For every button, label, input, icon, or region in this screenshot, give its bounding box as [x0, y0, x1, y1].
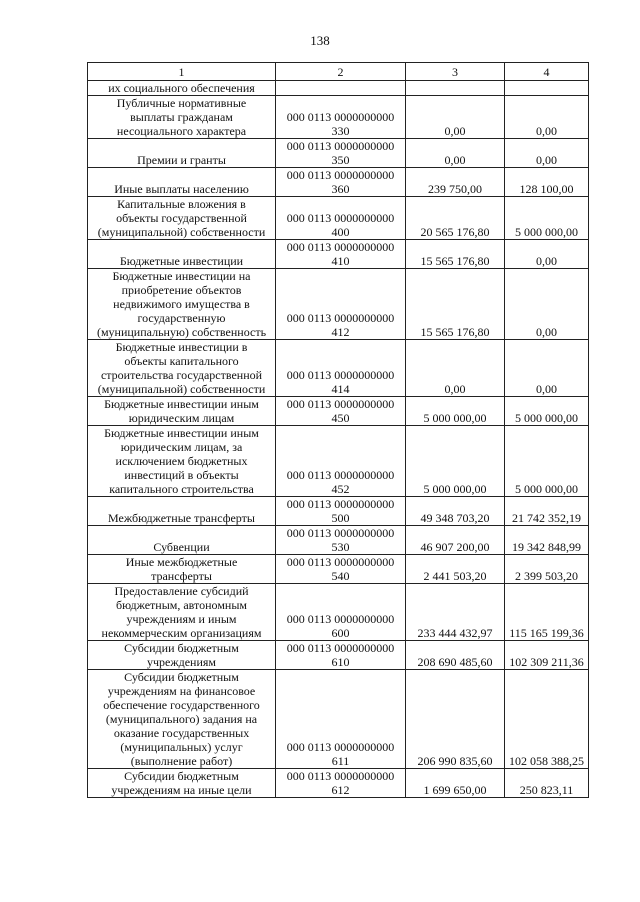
row-code-cell: 000 0113 0000000000 610 [276, 641, 406, 670]
row-name-cell: Межбюджетные трансферты [88, 497, 276, 526]
row-code-cell: 000 0113 0000000000 500 [276, 497, 406, 526]
table-row [88, 397, 589, 426]
row-value-col4-cell: 0,00 [505, 139, 589, 168]
row-value-col3-cell: 20 565 176,80 [406, 197, 505, 240]
row-value-col4-cell [505, 81, 589, 96]
row-code-cell: 000 0113 0000000000 414 [276, 340, 406, 397]
table-row [88, 96, 589, 139]
row-value-col4-cell: 19 342 848,99 [505, 526, 589, 555]
row-value-col3-cell: 46 907 200,00 [406, 526, 505, 555]
table-row [88, 526, 589, 555]
row-value-col3-cell: 5 000 000,00 [406, 426, 505, 497]
row-name-cell: Субсидии бюджетным учреждениям на иные цели [88, 769, 276, 798]
row-value-col4-cell: 128 100,00 [505, 168, 589, 197]
row-value-col4-cell: 5 000 000,00 [505, 197, 589, 240]
row-name-cell: Субвенции [88, 526, 276, 555]
table-row [88, 555, 589, 584]
row-value-col4-cell: 250 823,11 [505, 769, 589, 798]
row-value-col3-cell: 0,00 [406, 340, 505, 397]
row-value-col4-cell: 0,00 [505, 340, 589, 397]
row-name-cell: Бюджетные инвестиции в объекты капитального строительства государственной (муниципальной) собственности [88, 340, 276, 397]
column-header: 1 [88, 63, 276, 81]
row-code-cell [276, 81, 406, 96]
row-name-cell: Бюджетные инвестиции иным юридическим лицам, за исключением бюджетных инвестиций в объекты капитального строительства [88, 426, 276, 497]
row-code-cell: 000 0113 0000000000 412 [276, 269, 406, 340]
row-value-col4-cell: 21 742 352,19 [505, 497, 589, 526]
row-value-col3-cell: 233 444 432,97 [406, 584, 505, 641]
row-value-col4-cell: 0,00 [505, 96, 589, 139]
table-row [88, 269, 589, 340]
row-value-col3-cell: 239 750,00 [406, 168, 505, 197]
row-code-cell: 000 0113 0000000000 410 [276, 240, 406, 269]
row-value-col4-cell: 5 000 000,00 [505, 426, 589, 497]
row-value-col4-cell: 115 165 199,36 [505, 584, 589, 641]
row-value-col4-cell: 102 058 388,25 [505, 670, 589, 769]
row-name-cell: Субсидии бюджетным учреждениям на финансовое обеспечение государственного (муниципального) задания на оказание государственных (муниципальных) услуг (выполнение работ) [88, 670, 276, 769]
row-code-cell: 000 0113 0000000000 330 [276, 96, 406, 139]
table-row [88, 769, 589, 798]
row-name-cell: Капитальные вложения в объекты государственной (муниципальной) собственности [88, 197, 276, 240]
row-name-cell: Субсидии бюджетным учреждениям [88, 641, 276, 670]
table-row [88, 240, 589, 269]
row-name-cell: Иные межбюджетные трансферты [88, 555, 276, 584]
row-value-col3-cell: 5 000 000,00 [406, 397, 505, 426]
row-value-col3-cell: 206 990 835,60 [406, 670, 505, 769]
row-code-cell: 000 0113 0000000000 360 [276, 168, 406, 197]
table-row [88, 197, 589, 240]
row-code-cell: 000 0113 0000000000 611 [276, 670, 406, 769]
column-header: 4 [505, 63, 589, 81]
row-value-col4-cell: 0,00 [505, 269, 589, 340]
row-code-cell: 000 0113 0000000000 450 [276, 397, 406, 426]
table-row [88, 670, 589, 769]
row-code-cell: 000 0113 0000000000 530 [276, 526, 406, 555]
row-value-col3-cell: 1 699 650,00 [406, 769, 505, 798]
column-header: 2 [276, 63, 406, 81]
row-value-col3-cell [406, 81, 505, 96]
row-name-cell: Бюджетные инвестиции иным юридическим лицам [88, 397, 276, 426]
row-value-col3-cell: 15 565 176,80 [406, 269, 505, 340]
budget-table [87, 62, 589, 798]
row-name-cell: их социального обеспечения [88, 81, 276, 96]
row-code-cell: 000 0113 0000000000 350 [276, 139, 406, 168]
row-name-cell: Публичные нормативные выплаты гражданам несоциального характера [88, 96, 276, 139]
row-value-col3-cell: 0,00 [406, 96, 505, 139]
table-row [88, 340, 589, 397]
table-row [88, 584, 589, 641]
table-header-row [88, 63, 589, 81]
row-value-col4-cell: 102 309 211,36 [505, 641, 589, 670]
row-value-col3-cell: 0,00 [406, 139, 505, 168]
row-value-col3-cell: 2 441 503,20 [406, 555, 505, 584]
column-header: 3 [406, 63, 505, 81]
row-value-col4-cell: 5 000 000,00 [505, 397, 589, 426]
row-name-cell: Премии и гранты [88, 139, 276, 168]
row-name-cell: Бюджетные инвестиции [88, 240, 276, 269]
table-row [88, 168, 589, 197]
table-row [88, 497, 589, 526]
row-code-cell: 000 0113 0000000000 540 [276, 555, 406, 584]
row-value-col4-cell: 2 399 503,20 [505, 555, 589, 584]
row-name-cell: Предоставление субсидий бюджетным, автономным учреждениям и иным некоммерческим организациям [88, 584, 276, 641]
row-name-cell: Иные выплаты населению [88, 168, 276, 197]
table-row [88, 641, 589, 670]
table-row [88, 426, 589, 497]
row-code-cell: 000 0113 0000000000 600 [276, 584, 406, 641]
row-value-col3-cell: 208 690 485,60 [406, 641, 505, 670]
row-code-cell: 000 0113 0000000000 400 [276, 197, 406, 240]
row-name-cell: Бюджетные инвестиции на приобретение объектов недвижимого имущества в государственную (муниципальную) собственность [88, 269, 276, 340]
table-row [88, 139, 589, 168]
row-value-col3-cell: 15 565 176,80 [406, 240, 505, 269]
row-code-cell: 000 0113 0000000000 612 [276, 769, 406, 798]
row-code-cell: 000 0113 0000000000 452 [276, 426, 406, 497]
table-row [88, 81, 589, 96]
row-value-col3-cell: 49 348 703,20 [406, 497, 505, 526]
page-number: 138 [310, 33, 330, 48]
row-value-col4-cell: 0,00 [505, 240, 589, 269]
